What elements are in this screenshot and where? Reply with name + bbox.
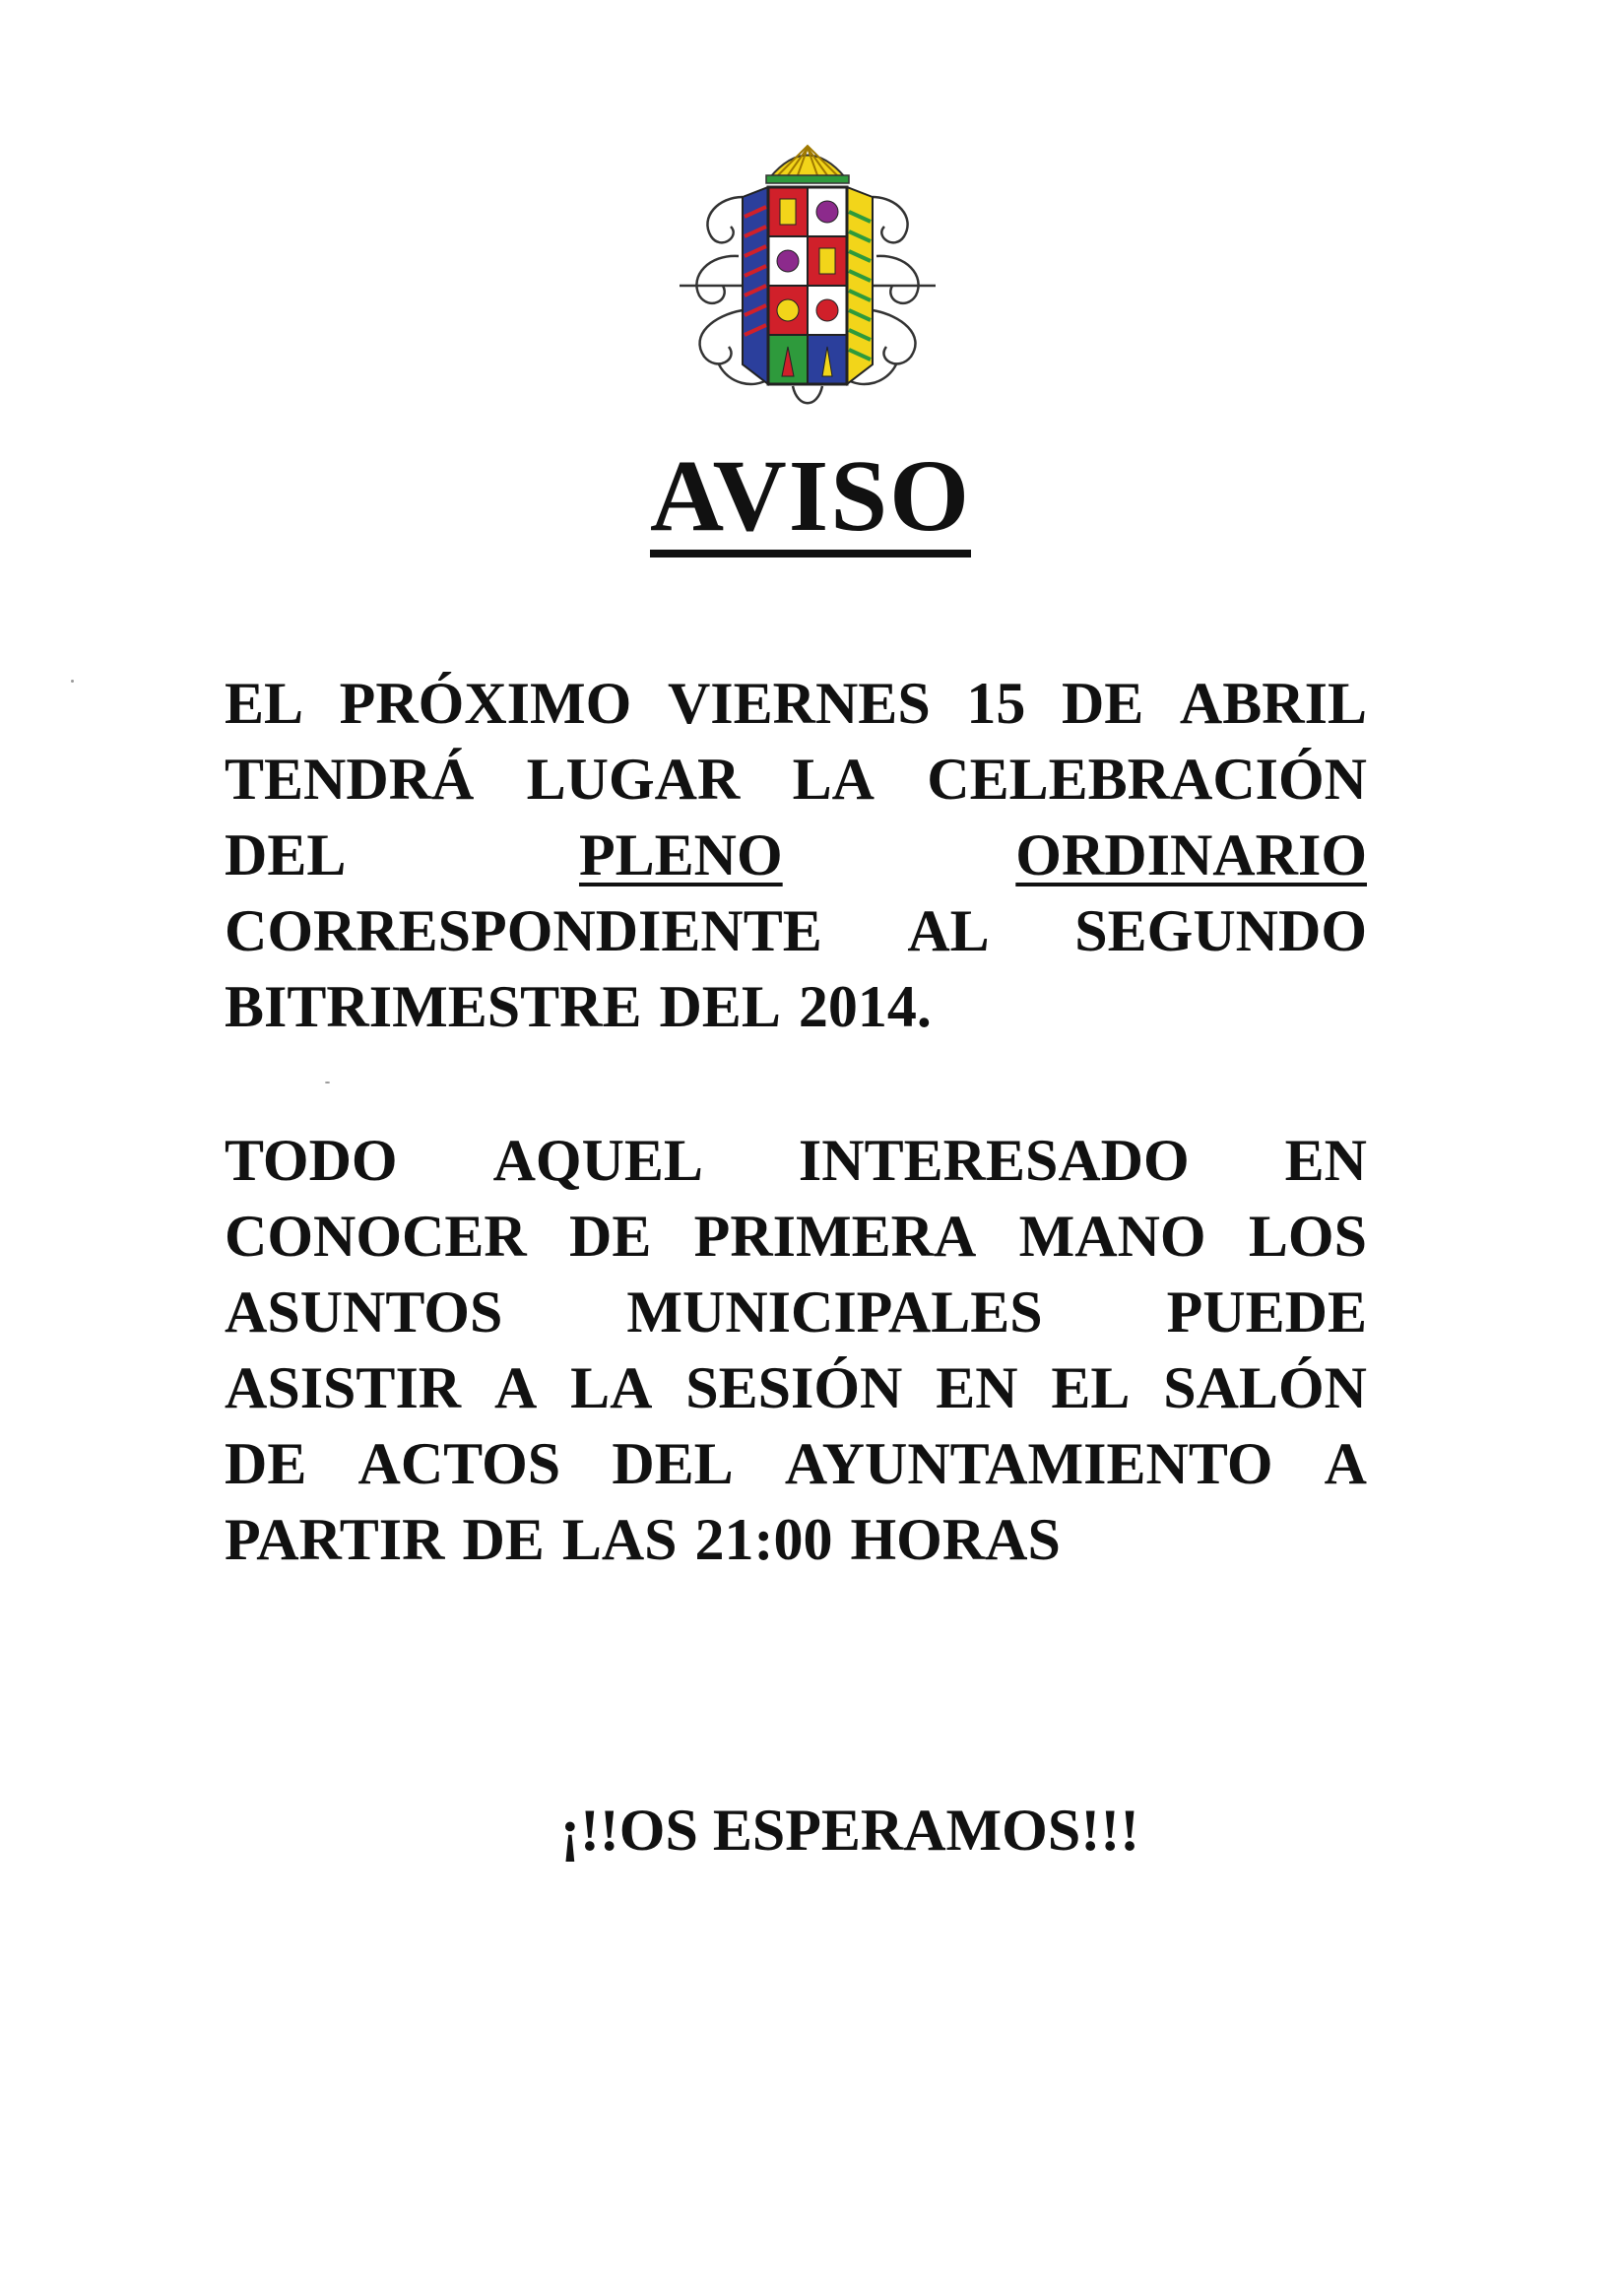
word: ACTOS [357,1431,561,1496]
word: DE [225,1431,307,1496]
word: CELEBRACIÓN [927,747,1367,812]
word: 21:00 [694,1507,833,1572]
closing-line: ¡!!OS ESPERAMOS!!! [559,1798,1140,1863]
word: AYUNTAMIENTO [784,1431,1273,1496]
word: AL [907,898,990,963]
word: EL [225,671,304,736]
word: DEL [612,1431,734,1496]
word: DE [462,1507,545,1572]
paragraph-1-line [225,818,1367,893]
word: EN [936,1355,1018,1420]
paragraph-1-line [225,666,1367,742]
word: SEGUNDO [1074,898,1367,963]
paragraph-2-line [225,1426,1367,1502]
word: 2014. [798,974,932,1039]
scan-speck [71,680,74,683]
word: EN [1284,1128,1367,1193]
word: BITRIMESTRE [225,974,642,1039]
paragraph-2-line [225,1275,1367,1350]
underlined-word-pleno: PLENO [578,822,783,887]
crest-ornament-bottom [793,386,822,403]
word: LA [570,1355,653,1420]
word: TENDRÁ [225,747,475,812]
underlined-word-ordinario: ORDINARIO [1015,822,1367,887]
word: LAS [561,1507,678,1572]
word: LUGAR [526,747,741,812]
crest-crown [766,146,849,183]
word: 15 [966,671,1026,736]
paragraph-1-line [225,893,1367,969]
notice-paragraph-2 [225,1123,1367,1578]
word: DEL [659,974,781,1039]
scan-speck [325,1082,330,1083]
word: A [493,1355,538,1420]
paragraph-1-line [225,969,1367,1045]
crest-shield [743,187,873,384]
paragraph-1-line [225,742,1367,818]
word: EL [1051,1355,1131,1420]
paragraph-2-line [225,1123,1367,1199]
word: ASUNTOS [225,1279,503,1345]
word: INTERESADO [798,1128,1190,1193]
word: PRÓXIMO [339,671,632,736]
word: DE [569,1204,652,1269]
notice-title-text: AVISO [650,445,971,558]
paragraph-2-line [225,1350,1367,1426]
word: AQUEL [492,1128,703,1193]
paragraph-2-line [225,1502,1367,1578]
word: PUEDE [1166,1279,1367,1345]
word: ABRIL [1179,671,1367,736]
word: DEL [225,822,347,887]
paragraph-2-line [225,1199,1367,1275]
word: CORRESPONDIENTE [225,898,822,963]
word: VIERNES [667,671,931,736]
municipal-crest-logo [660,138,955,424]
word: A [1324,1431,1367,1496]
word: PRIMERA [693,1204,977,1269]
notice-paragraph-1 [225,666,1367,1045]
word: PARTIR [225,1507,445,1572]
word: ASISTIR [225,1355,462,1420]
word: LOS [1248,1204,1367,1269]
word: CONOCER [225,1204,527,1269]
word: MUNICIPALES [626,1279,1043,1345]
notice-title [0,441,1621,558]
word: SESIÓN [685,1355,903,1420]
word: DE [1061,671,1144,736]
word: SALÓN [1163,1355,1367,1420]
word: TODO [225,1128,398,1193]
word: MANO [1018,1204,1206,1269]
word: LA [792,747,875,812]
word: HORAS [850,1507,1061,1572]
